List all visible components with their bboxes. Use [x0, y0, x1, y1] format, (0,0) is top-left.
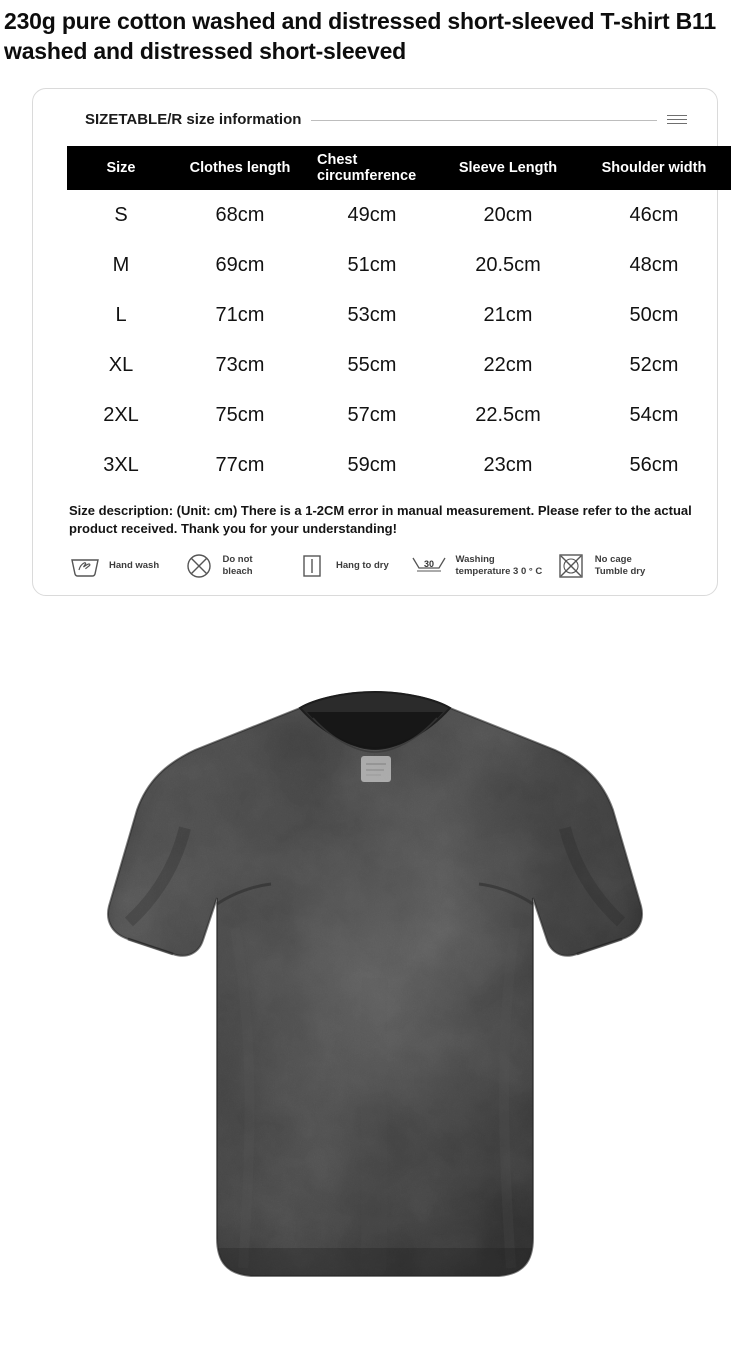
- column-header-size: Size: [67, 146, 175, 190]
- table-row: [67, 240, 731, 290]
- cell-sleeve-length: 22.5cm: [475, 403, 541, 426]
- product-image: [0, 640, 750, 1363]
- care-label-no-tumble-dry: No cage Tumble dry: [594, 554, 646, 578]
- cell-sleeve-length: 23cm: [483, 453, 533, 476]
- cell-shoulder-width: 50cm: [629, 303, 679, 326]
- cell-chest-circumference: 53cm: [347, 303, 397, 326]
- hang-to-dry-icon: [294, 551, 330, 581]
- cell-size: 3XL: [103, 453, 139, 476]
- cell-size: S: [114, 203, 128, 226]
- care-item-do-not-bleach: [181, 551, 295, 581]
- column-header-chest-circumference: Chest circumference: [305, 146, 439, 190]
- cell-shoulder-width: 46cm: [629, 203, 679, 226]
- cell-sleeve-length: 22cm: [483, 353, 533, 376]
- cell-clothes-length: 69cm: [215, 253, 265, 276]
- cell-clothes-length: 68cm: [215, 203, 265, 226]
- cell-clothes-length: 71cm: [215, 303, 265, 326]
- cell-chest-circumference: 51cm: [347, 253, 397, 276]
- cell-chest-circumference: 55cm: [347, 353, 397, 376]
- page-title: 230g pure cotton washed and distressed short-sleeved T-shirt B11 washed and distressed short-sleeved: [4, 8, 716, 65]
- cell-sleeve-length: 21cm: [483, 303, 533, 326]
- care-label-wash-temperature: Washing temperature 3 0 ° C: [455, 554, 543, 578]
- cell-clothes-length: 77cm: [215, 453, 265, 476]
- cell-shoulder-width: 48cm: [629, 253, 679, 276]
- size-description-note: Size description: (Unit: cm) There is a 1-2CM error in manual measurement. Please refer to the actual product received. Thank you for your understanding!: [69, 503, 692, 536]
- hamburger-menu-icon[interactable]: [667, 115, 687, 124]
- cell-size: M: [112, 253, 130, 276]
- care-label-hang-to-dry: Hang to dry: [336, 560, 389, 572]
- cell-shoulder-width: 52cm: [629, 353, 679, 376]
- size-table-body: [67, 190, 731, 490]
- svg-text:30: 30: [423, 559, 434, 570]
- tshirt-illustration: [85, 678, 665, 1318]
- cell-size: 2XL: [103, 403, 139, 426]
- column-header-clothes-length: Clothes length: [175, 146, 305, 190]
- size-information-card: [32, 88, 718, 596]
- card-header: [55, 111, 695, 128]
- cell-sleeve-length: 20.5cm: [475, 253, 541, 276]
- table-row: [67, 190, 731, 240]
- header-divider: [311, 120, 657, 121]
- cell-shoulder-width: 54cm: [629, 403, 679, 426]
- care-item-hand-wash: [67, 551, 181, 581]
- size-table: [67, 146, 731, 490]
- cell-size: L: [115, 303, 127, 326]
- column-header-sleeve-length: Sleeve Length: [439, 146, 577, 190]
- table-row: [67, 440, 731, 490]
- size-table-heading: SIZETABLE/R size information: [85, 111, 302, 128]
- wash-temperature-icon: [408, 551, 450, 581]
- care-instructions-row: [55, 551, 695, 581]
- table-row: [67, 290, 731, 340]
- cell-clothes-length: 73cm: [215, 353, 265, 376]
- cell-clothes-length: 75cm: [215, 403, 265, 426]
- care-item-hang-to-dry: [294, 551, 408, 581]
- cell-sleeve-length: 20cm: [483, 203, 533, 226]
- cell-chest-circumference: 49cm: [347, 203, 397, 226]
- size-table-header: [67, 146, 731, 190]
- do-not-bleach-icon: [181, 551, 217, 581]
- cell-chest-circumference: 59cm: [347, 453, 397, 476]
- cell-chest-circumference: 57cm: [347, 403, 397, 426]
- cell-shoulder-width: 56cm: [629, 453, 679, 476]
- hand-wash-icon: [67, 551, 103, 581]
- no-tumble-dry-icon: [553, 551, 589, 581]
- table-row: [67, 390, 731, 440]
- care-label-hand-wash: Hand wash: [109, 560, 160, 572]
- table-row: [67, 340, 731, 390]
- cell-size: XL: [108, 353, 134, 376]
- column-header-shoulder-width: Shoulder width: [577, 146, 731, 190]
- care-item-no-tumble-dry: [553, 551, 689, 581]
- table-header-row: [67, 146, 731, 190]
- care-item-wash-temperature: [408, 551, 553, 581]
- care-label-do-not-bleach: Do not bleach: [222, 554, 253, 578]
